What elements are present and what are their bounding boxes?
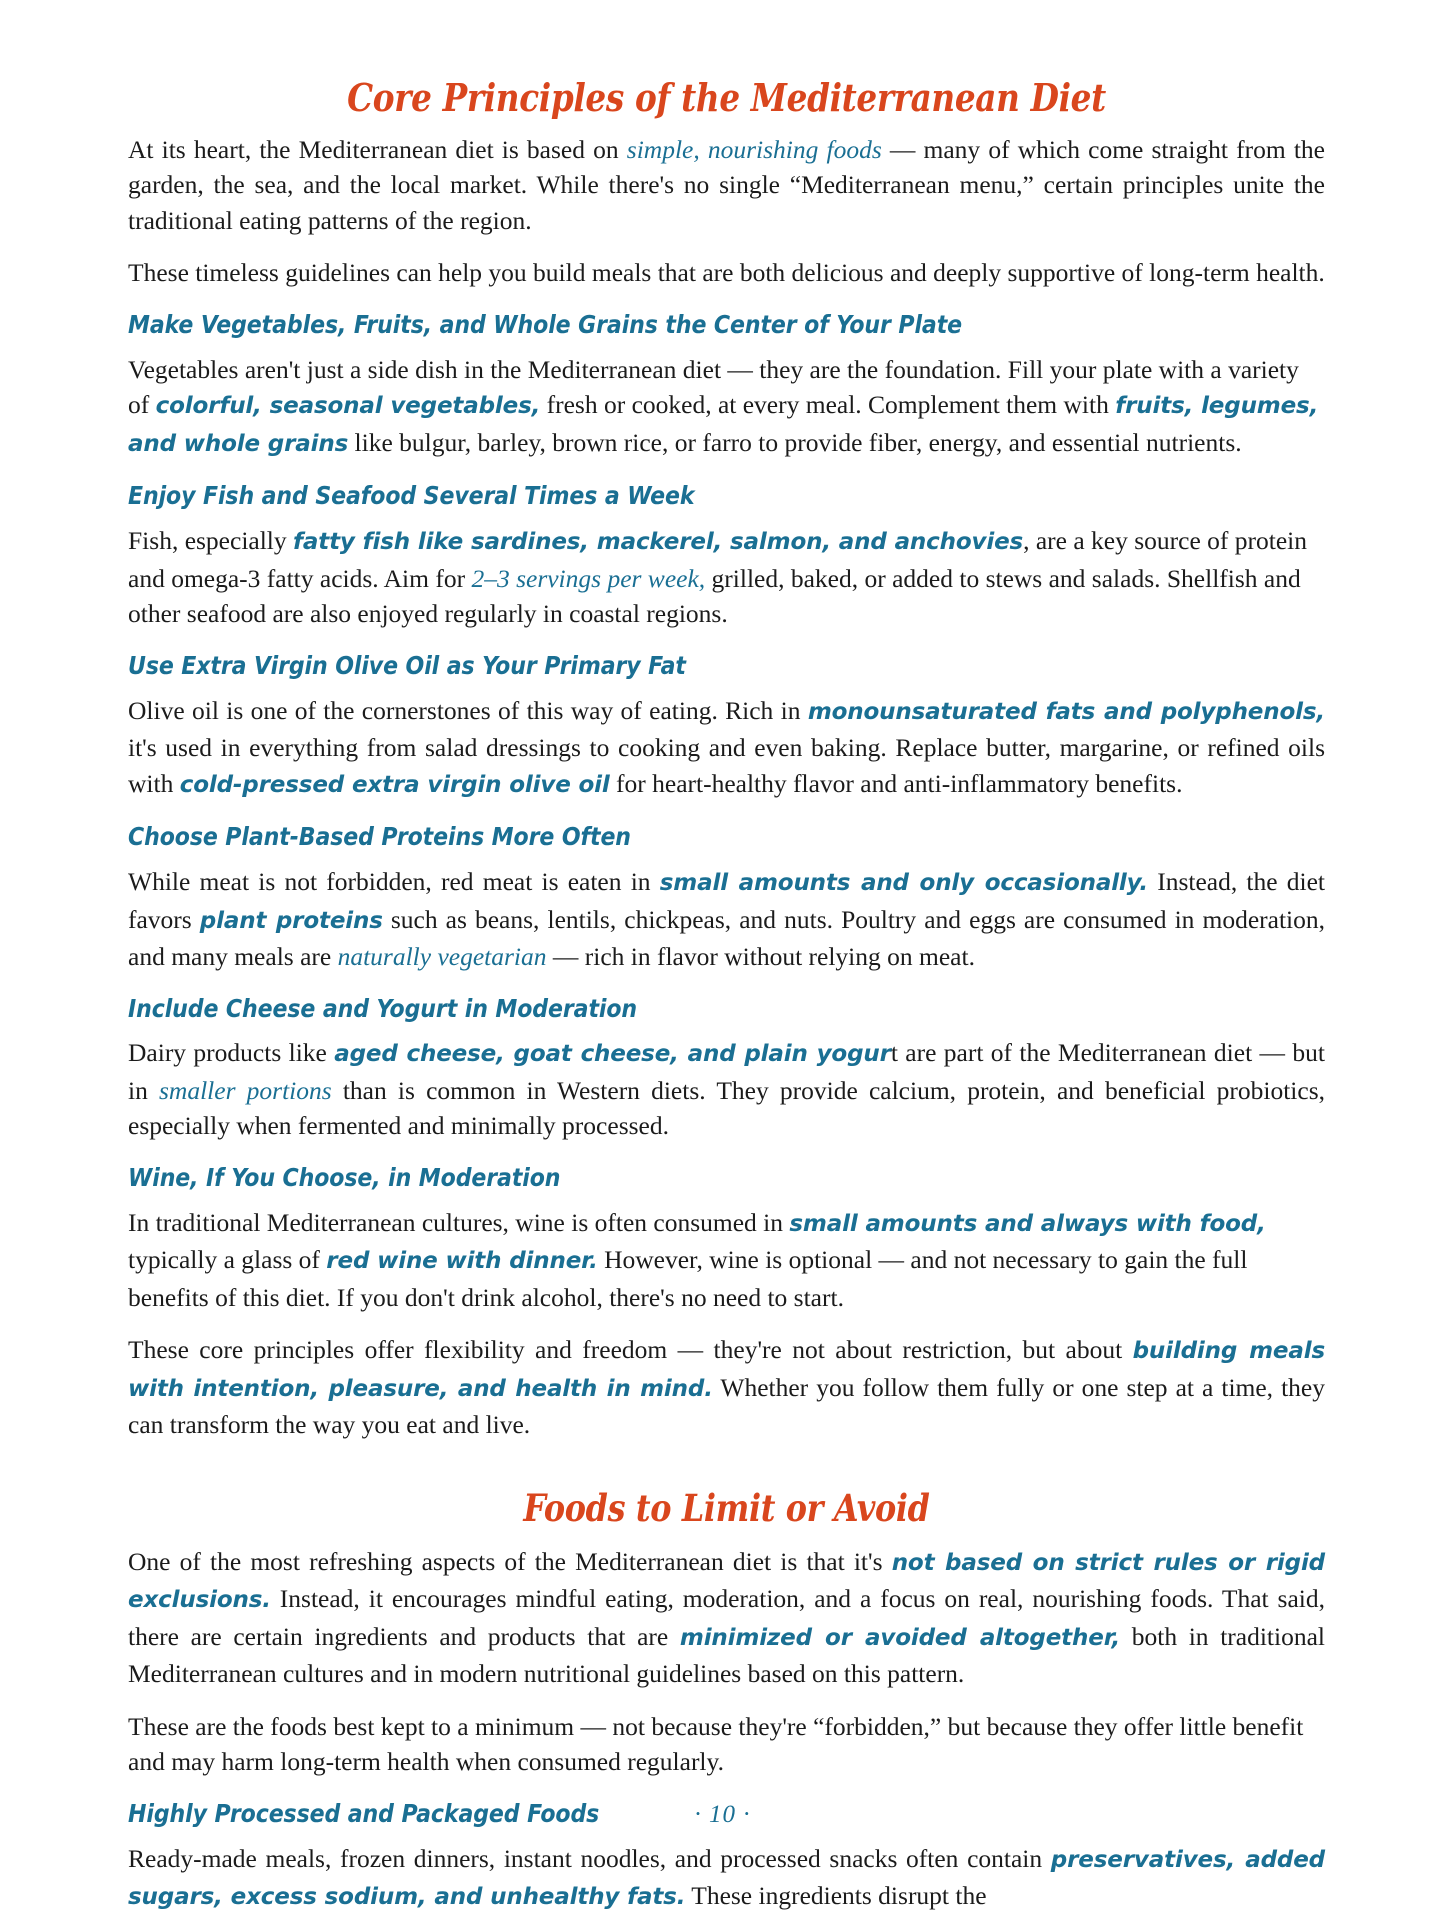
paragraph-foods-limit-intro-1: [128, 1544, 1325, 1692]
text-run: — rich in flavor without relying on meat.: [546, 942, 975, 972]
text-run: At its heart, the Mediterranean diet is based on: [128, 134, 627, 164]
paragraph-cheese-and-yogurt: [128, 1035, 1325, 1144]
page-title-foods-to-limit: Foods to Limit or Avoid: [523, 1485, 930, 1530]
paragraph-plant-based-proteins: [128, 864, 1325, 975]
text-run: Ready-made meals, frozen dinners, instant noodles, and processed snacks often contain: [128, 1843, 1051, 1873]
text-run: These core principles offer flexibility and freedom — they're not about restriction, but about: [128, 1335, 1133, 1365]
paragraph-wine-in-moderation: [128, 1205, 1325, 1316]
emphasis-red-wine-with-dinner: red wine with dinner.: [326, 1248, 598, 1275]
paragraph-core-closing: [128, 1332, 1325, 1443]
emphasis-fruits-legumes-whole-grains: fruits, legumes, and whole grains: [128, 393, 1319, 457]
page-title-core-principles: Core Principles of the Mediterranean Diet: [347, 75, 1106, 120]
text-run: , are a key source of protein and omega-3 fatty acids. Aim for: [128, 526, 1308, 593]
emphasis-plant-proteins: plant proteins: [199, 907, 383, 934]
emphasis-aged-goat-cheese-yogurt: aged cheese, goat cheese, and plain yogur: [334, 1041, 891, 1068]
emphasis-small-amounts-occasionally: small amounts and only occasionally.: [659, 870, 1148, 897]
text-run: Instead, it encourages mindful eating, moderation, and a focus on real, nourishing foods. That said, there are certain ingredients and products that are: [128, 1584, 1325, 1651]
text-run: Olive oil is one of the cornerstones of this way of eating. Rich in: [128, 695, 808, 725]
subheading-highly-processed-packaged-foods: Highly Processed and Packaged Foods: [128, 1798, 600, 1828]
text-run: In traditional Mediterranean cultures, wine is often consumed in: [128, 1207, 790, 1237]
subheading-extra-virgin-olive-oil: Use Extra Virgin Olive Oil as Your Primary Fat: [128, 650, 686, 680]
text-run: Instead, the diet favors: [128, 867, 1326, 934]
emphasis-colorful-seasonal-vegetables: colorful, seasonal vegetables,: [155, 393, 541, 420]
text-run: Vegetables aren't just a side dish in the Mediterranean diet — they are the foundation. Fill your plate with a variety of: [128, 354, 1299, 420]
text-run: t are part of the Mediterranean diet — but in: [128, 1038, 1325, 1105]
text-run: such as beans, lentils, chickpeas, and nuts. Poultry and eggs are consumed in moderation, and many meals are: [128, 904, 1326, 972]
emphasis-servings-per-week: 2–3 servings per week,: [471, 563, 706, 593]
subheading-wine-in-moderation: Wine, If You Choose, in Moderation: [128, 1162, 561, 1192]
subheading-vegetables-fruits-whole-grains: Make Vegetables, Fruits, and Whole Grains the Center of Your Plate: [128, 309, 963, 339]
emphasis-not-based-on-strict-rules: not based on strict rules or rigid exclusions.: [128, 1549, 1325, 1614]
paragraph-core-intro-2: These timeless guidelines can help you build meals that are both delicious and deeply supportive of long-term health.: [128, 258, 1325, 288]
text-run: — many of which come straight from the garden, the sea, and the local market. While there's no single “Mediterranean menu,” certain principles unite the traditional eating patterns of the region.: [128, 134, 1325, 235]
text-run: it's used in everything from salad dressings to cooking and even baking. Replace butter, margarine, or refined oils with: [128, 733, 1325, 798]
text-run: for heart-healthy flavor and anti-inflammatory benefits.: [609, 768, 1183, 798]
paragraph-highly-processed-packaged-foods: [128, 1841, 1325, 1916]
text-run: typically a glass of: [128, 1245, 327, 1275]
paragraph-vegetables-fruits-whole-grains: [128, 352, 1325, 463]
text-run: like bulgur, barley, brown rice, or farro to provide fiber, energy, and essential nutrients.: [348, 427, 1242, 457]
paragraph-foods-limit-intro-2: These are the foods best kept to a minimum — not because they're “forbidden,” but because they offer little benefit and may harm long-term health when consumed regularly.: [128, 1711, 1304, 1777]
text-run: grilled, baked, or added to stews and salads. Shellfish and other seafood are also enjoyed regularly in coastal regions.: [128, 563, 1301, 629]
text-run: While meat is not forbidden, red meat is eaten in: [128, 867, 660, 897]
emphasis-fatty-fish-list: fatty fish like sardines, mackerel, salmon, and anchovies: [293, 529, 1024, 556]
emphasis-cold-pressed-olive-oil: cold-pressed extra virgin olive oil: [179, 771, 610, 798]
text-run: Dairy products like: [128, 1038, 335, 1068]
emphasis-small-amounts-with-food: small amounts and always with food,: [789, 1210, 1266, 1237]
text-run: fresh or cooked, at every meal. Complement them with: [540, 390, 1116, 420]
emphasis-simple-nourishing-foods: simple, nourishing foods: [626, 134, 882, 164]
subheading-fish-and-seafood: Enjoy Fish and Seafood Several Times a Week: [128, 481, 695, 511]
emphasis-building-meals-with-intention: building meals with intention, pleasure, and health in mind.: [128, 1338, 1325, 1402]
text-run: both in traditional Mediterranean cultures and in modern nutritional guidelines based on this pattern.: [128, 1621, 1325, 1689]
subheading-cheese-and-yogurt: Include Cheese and Yogurt in Moderation: [128, 993, 638, 1023]
emphasis-smaller-portions: smaller portions: [159, 1075, 332, 1105]
emphasis-minimized-or-avoided: minimized or avoided altogether,: [679, 1624, 1121, 1651]
text-run: Whether you follow them fully or one step at a time, they can transform the way you eat and live.: [128, 1372, 1325, 1440]
text-run: These ingredients disrupt the: [685, 1881, 987, 1911]
text-run: Fish, especially: [128, 526, 294, 556]
text-run: One of the most refreshing aspects of the Mediterranean diet is that it's: [128, 1546, 892, 1576]
paragraph-fish-and-seafood: [128, 523, 1325, 632]
text-run: than is common in Western diets. They provide calcium, protein, and beneficial probiotics, especially when fermented and minimally processed.: [128, 1075, 1325, 1141]
paragraph-core-intro-1: [128, 132, 1325, 239]
emphasis-naturally-vegetarian: naturally vegetarian: [337, 942, 547, 972]
emphasis-preservatives-sugars-sodium-fats: preservatives, added sugars, excess sodium, and unhealthy fats.: [128, 1846, 1325, 1911]
emphasis-monounsaturated-fats-polyphenols: monounsaturated fats and polyphenols,: [807, 698, 1325, 725]
paragraph-extra-virgin-olive-oil: [128, 693, 1325, 804]
text-run: However, wine is optional — and not necessary to gain the full benefits of this diet. If you don't drink alcohol, there's no need to start.: [128, 1245, 1248, 1312]
subheading-plant-based-proteins: Choose Plant-Based Proteins More Often: [128, 822, 631, 852]
page-number-footer: · 10 ·: [694, 1801, 751, 1828]
